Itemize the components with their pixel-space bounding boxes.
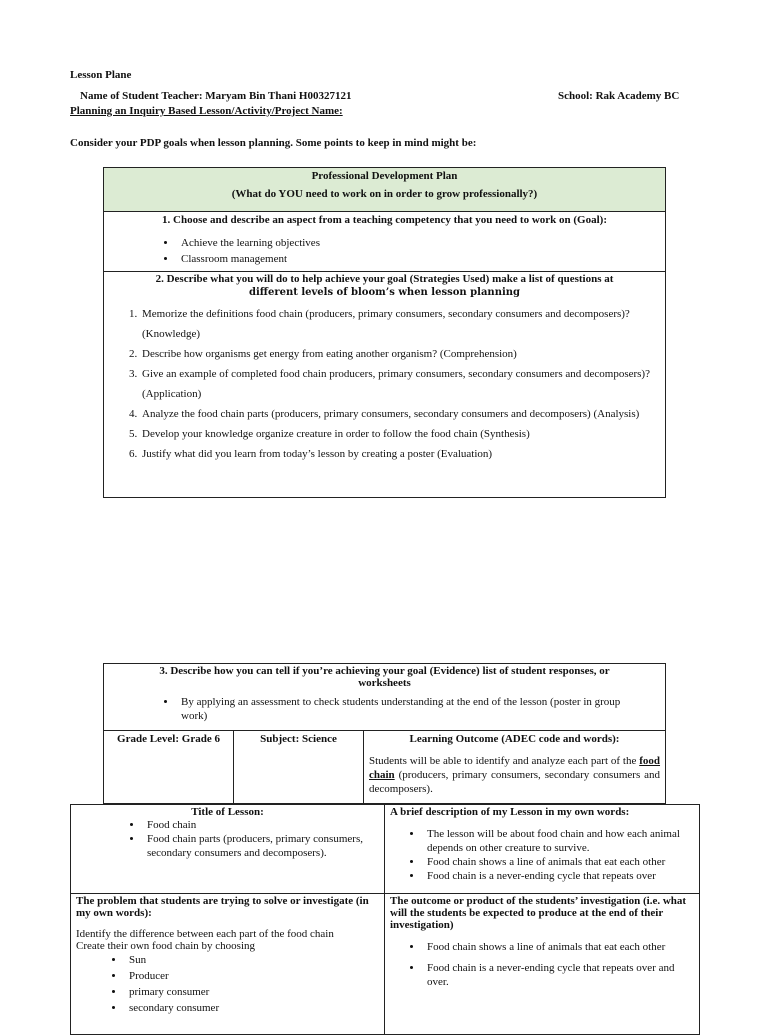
outcome-emphasis: food chain (369, 755, 661, 781)
subject: Subject: Science (260, 733, 337, 745)
strategies-cell (104, 272, 666, 498)
list-item: • secondary consumer (125, 1000, 384, 1016)
problem-label: The problem that students are trying to solve or investigate (in my own words): (76, 895, 369, 919)
problem-list (107, 952, 384, 1016)
goal-question: 1. Choose and describe an aspect from a teaching competency that you need to work on (Goal): (162, 214, 607, 226)
lesson-table (70, 804, 700, 1035)
document-title: Lesson Plane (70, 69, 132, 81)
problem-cell (71, 894, 385, 1035)
learning-outcome-label: Learning Outcome (ADEC code and words): (409, 733, 620, 745)
planning-line: Planning an Inquiry Based Lesson/Activity/Project Name: (70, 105, 343, 117)
list-item: • Producer (125, 968, 384, 984)
learning-outcome-text (369, 754, 660, 796)
list-item: • Food chain shows a line of animals that eat each other (423, 855, 693, 869)
evidence-list (159, 695, 625, 723)
list-item: • primary consumer (125, 984, 384, 1000)
school-name: School: Rak Academy BC (558, 90, 680, 102)
grade-level-cell (104, 731, 234, 804)
list-item: • Food chain shows a line of animals that eat each other (423, 940, 693, 954)
outcome-label: The outcome or product of the students’ investigation (i.e. what will the students be expected to produce at the end of their investigation) (390, 895, 687, 931)
pdp-intro: Consider your PDP goals when lesson planning. Some points to keep in mind might be: (70, 137, 477, 149)
goal-list (159, 235, 665, 267)
brief-description-cell (385, 805, 700, 894)
list-item: 4. Analyze the food chain parts (producers, primary consumers, secondary consumers and decomposers) (Analysis) (140, 404, 651, 424)
evidence-question-cont: worksheets (358, 677, 411, 689)
pdp-table (103, 167, 666, 498)
lesson-title-label: Title of Lesson: (191, 806, 264, 818)
brief-description-label: A brief description of my Lesson in my own words: (390, 806, 630, 818)
list-item: 1. Memorize the definitions food chain (producers, primary consumers, secondary consumers and decomposers)? (Knowledge) (140, 304, 651, 344)
outcome-text-end: (producers, primary consumers, secondary consumers and decomposers). (369, 769, 661, 795)
goal-cell (104, 212, 666, 272)
list-item: • Food chain (143, 818, 378, 832)
lesson-title-list (125, 818, 378, 860)
problem-line-1: Identify the difference between each part of the food chain (76, 928, 334, 940)
evidence-cell (104, 664, 666, 731)
strategies-question: 2. Describe what you will do to help achieve your goal (Strategies Used) make a list of questions at (155, 273, 614, 285)
strategies-list (104, 304, 651, 464)
outcome-list (405, 940, 693, 989)
list-item: 2. Describe how organisms get energy from eating another organism? (Comprehension) (140, 344, 651, 364)
strategies-question-cont: different levels of bloom’s when lesson planning (248, 287, 521, 298)
evidence-question: 3. Describe how you can tell if you’re achieving your goal (Evidence) list of student responses, or (159, 665, 610, 677)
list-item: • Achieve the learning objectives (177, 235, 665, 251)
evidence-table (103, 663, 666, 804)
outcome-cell (385, 894, 700, 1035)
list-item: • Classroom management (177, 251, 665, 267)
teacher-name: Name of Student Teacher: Maryam Bin Thani H00327121 (80, 90, 352, 102)
list-item: • Food chain is a never-ending cycle that repeats over (423, 869, 693, 883)
subject-cell (234, 731, 364, 804)
list-item: • Food chain is a never-ending cycle that repeats over and over. (423, 961, 693, 989)
pdp-heading: Professional Development Plan (311, 170, 458, 182)
learning-outcome-cell (364, 731, 666, 804)
lesson-title-cell (71, 805, 385, 894)
problem-line-2: Create their own food chain by choosing (76, 940, 256, 952)
list-item: • The lesson will be about food chain and how each animal depends on other creature to survive. (423, 827, 693, 855)
grade-level: Grade Level: Grade 6 (117, 733, 220, 745)
brief-description-list (405, 827, 693, 883)
pdp-subheading: (What do YOU need to work on in order to grow professionally?) (231, 188, 538, 200)
list-item: 6. Justify what did you learn from today’s lesson by creating a poster (Evaluation) (140, 444, 651, 464)
list-item: • By applying an assessment to check students understanding at the end of the lesson (poster in group work) (177, 695, 625, 723)
outcome-text-start: Students will be able to identify and analyze each part of the (369, 755, 637, 767)
pdp-header-cell (104, 168, 666, 212)
list-item: • Sun (125, 952, 384, 968)
list-item: 5. Develop your knowledge organize creature in order to follow the food chain (Synthesis) (140, 424, 651, 444)
list-item: • Food chain parts (producers, primary consumers, secondary consumers and decomposers). (143, 832, 378, 860)
list-item: 3. Give an example of completed food chain producers, primary consumers, secondary consumers and decomposers)? (Application) (140, 364, 651, 404)
